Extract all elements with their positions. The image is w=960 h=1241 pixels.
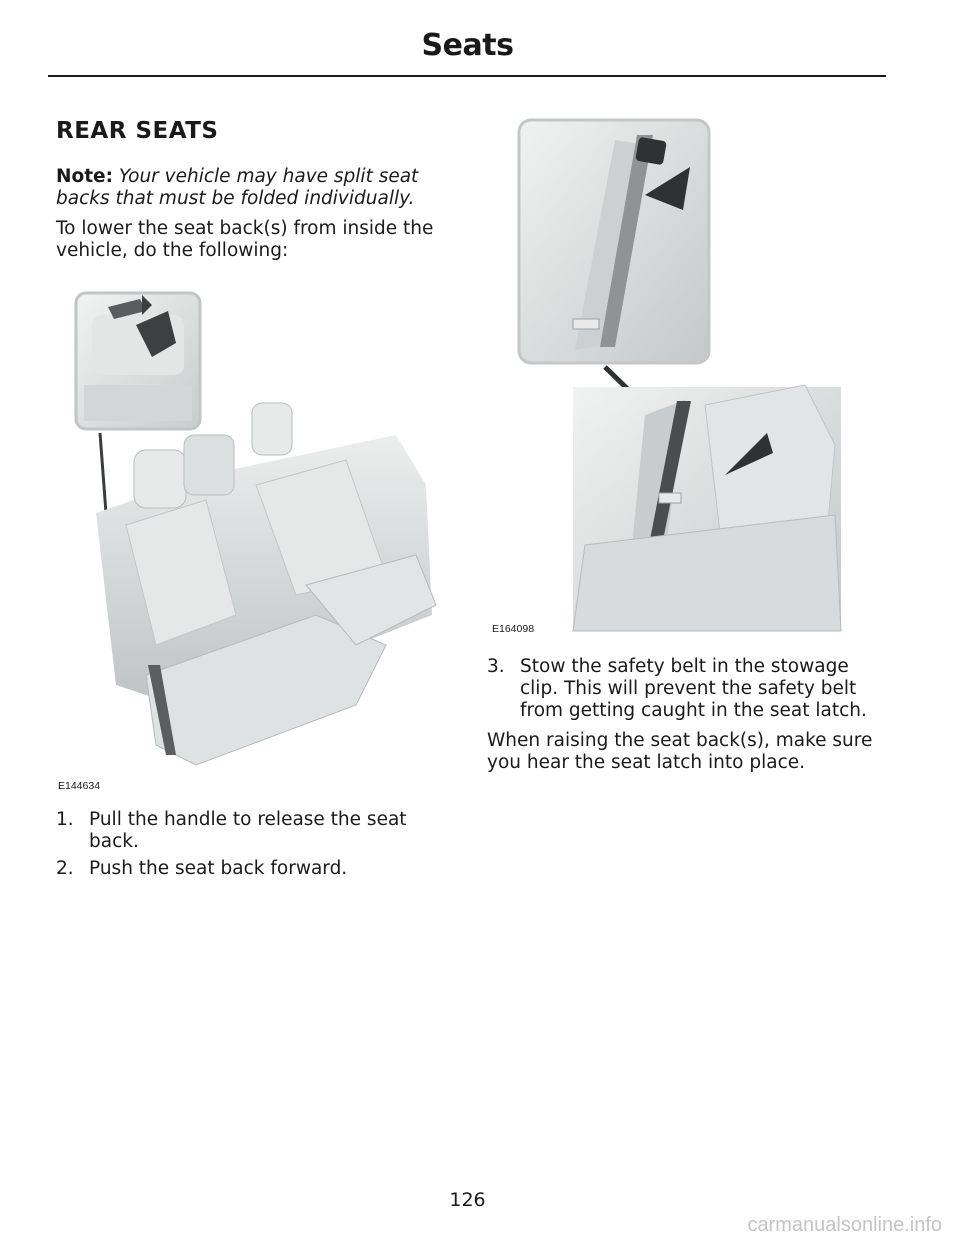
page-header-title: Seats (421, 28, 514, 63)
figure-label: E164098 (492, 623, 535, 635)
step-item (56, 809, 436, 857)
figure-label: E144634 (58, 780, 101, 792)
note-paragraph (56, 166, 441, 210)
step-text: Push the seat back forward. (89, 858, 348, 879)
step-item (487, 656, 877, 726)
watermark: carmanualsonline.info (747, 1214, 942, 1236)
step-number: 2. (56, 858, 74, 879)
step-text: Stow the safety belt in the stowage clip. This will prevent the safety belt from getting caught in the seat latch. (520, 656, 867, 721)
header-divider (48, 75, 886, 77)
page-number: 126 (449, 1189, 486, 1211)
rear-seat-illustration (56, 285, 446, 780)
safety-belt-illustration (505, 115, 845, 635)
note-text: Your vehicle may have split seat backs that must be folded individually. (56, 166, 419, 209)
intro-paragraph: To lower the seat back(s) from inside the vehicle, do the following: (56, 218, 434, 261)
note-label: Note: (56, 166, 113, 187)
step-number: 3. (487, 656, 505, 677)
step-item (56, 858, 436, 882)
step-text: Pull the handle to release the seat back. (89, 809, 407, 852)
step-number: 1. (56, 809, 74, 830)
raise-note-paragraph: When raising the seat back(s), make sure you hear the seat latch into place. (487, 730, 873, 773)
section-title: REAR SEATS (56, 118, 219, 144)
